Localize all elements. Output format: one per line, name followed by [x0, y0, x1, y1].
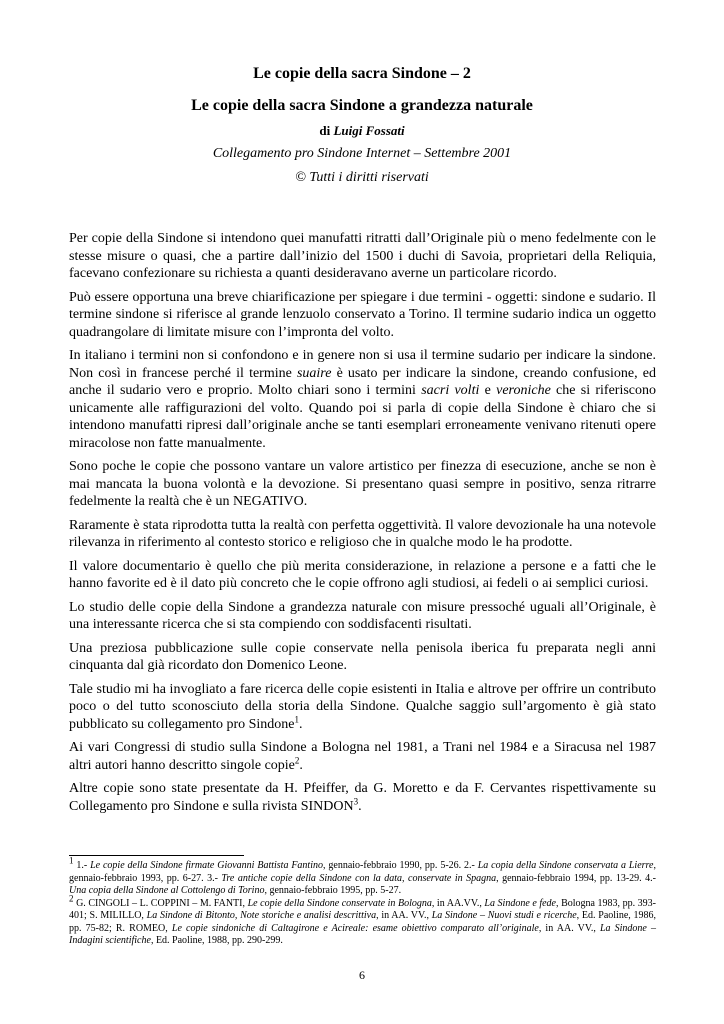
footnote-2-title-1: Le copie della Sindone conservate in Bologna — [247, 897, 432, 909]
footnote-2-title-2: La Sindone e fede — [484, 897, 556, 909]
paragraph-3 — [69, 347, 656, 452]
footnote-2-title-3: La Sindone di Bitonto, Note storiche e analisi descrittiva — [146, 910, 377, 921]
paragraph-4: Sono poche le copie che possono vantare un valore artistico per finezza di esecuzione, anche se non è mai mancata la buona volontà e la devozione. Si presentano quasi sempre in positivo, senza ritrarre fedelmente la realtà che è un NEGATIVO. — [69, 459, 656, 509]
paragraph-10-text: Ai vari Congressi di studio sulla Sindone a Bologna nel 1981, a Trani nel 1984 e a Siracusa nel 1987 altri autori hanno descritto singole copie — [69, 740, 656, 773]
paragraph-10 — [69, 739, 656, 774]
footnote-1-part-e: , gennaio-febbraio 1995, pp. 5-27. — [264, 885, 402, 896]
paragraph-9 — [69, 681, 656, 734]
paragraph-6: Il valore documentario è quello che più merita considerazione, in relazione a persone e a fatti che le hanno favorite ed è il dato più concreto che le copie offrono agli studiosi, ai fedeli o ai semplici curiosi. — [69, 558, 656, 591]
paragraph-9-end: . — [299, 716, 303, 732]
paragraph-2: Può essere opportuna una breve chiarificazione per spiegare i due termini - oggetti: sindone e sudario. Il termine sindone si riferisce al grande lenzuolo conservato a Torino. Il termine sudario indica un oggetto quadrangolare di limitate misure con l’impronta del volto. — [69, 289, 656, 340]
footnote-ref-2: 2 — [294, 754, 300, 765]
author-line — [0, 122, 724, 140]
footnote-2-title-6: La Sindone – Indagini scientifiche — [69, 922, 656, 946]
footnote-1-part-c: , gennaio-febbraio 1993, pp. 6-27. 3.- — [69, 860, 656, 884]
paragraph-11 — [69, 780, 656, 815]
term-sacri-volti: sacri volti — [421, 383, 480, 398]
footnote-1-part-a: 1.- — [73, 860, 91, 871]
footnote-1-title-4: Una copia della Sindone al Cottolengo di Torino — [69, 885, 265, 896]
footnote-2-part-f: , in AA. VV., — [538, 922, 600, 934]
paragraph-3-part-a: In italiano i termini non si confondono e in genere non si usa il termine sudario per indicare la sindone. Non così in francese perché il termine — [69, 348, 656, 381]
footnote-1-title-3: Tre antiche copie della Sindone con la data, conservate in Spagna — [221, 872, 497, 884]
footnote-divider — [69, 855, 244, 856]
paragraph-9-text: Tale studio mi ha invogliato a fare ricerca delle copie esistenti in Italia e altrove per offrire un contributo poco o del tutto sconosciuto della storia della Sindone. Qualche saggio sull’argomento è già stato pubblicato su collegamento pro Sindone — [69, 681, 656, 732]
paragraph-1: Per copie della Sindone si intendono quei manufatti ritratti dall’Originale più o meno fedelmente con le stesse misure o quasi, che a partire dall’inizio del 1500 i duchi di Savoia, proprietari della Reliquia, facevano confezionare su richiesta a quanti desideravano averne un particolare ricordo. — [69, 231, 656, 281]
footnote-ref-1: 1 — [294, 713, 300, 724]
footnote-2-title-4: La Sindone – Nuovi studi e ricerche — [431, 910, 577, 921]
footnote-2-part-d: , in AA. VV., — [376, 910, 432, 921]
term-veroniche: veroniche — [496, 383, 551, 398]
footnote-2-part-c: , Bologna 1983, pp. 393-401; S. MILILLO, — [69, 897, 657, 921]
footnote-2-mark: 2 — [69, 893, 74, 904]
document-header — [0, 64, 724, 188]
paragraph-5: Raramente è stata riprodotta tutta la realtà con perfetta oggettività. Il valore devozionale ha una notevole rilevanza in riferimento al contesto storico e religioso che in qualche modo le ha prodotte. — [69, 517, 656, 550]
paragraph-10-end: . — [299, 757, 303, 773]
footnote-2-part-g: , Ed. Paoline, 1988, pp. 290-299. — [150, 935, 283, 946]
footnote-1-title-1: Le copie della Sindone firmate Giovanni Battista Fantino — [90, 860, 323, 871]
footnotes — [69, 855, 657, 948]
paragraph-3-part-d: che si riferiscono unicamente alle raffigurazioni del volto. Quando poi si parla di copie della Sindone è chiaro che si intendono manufatti ripresi dall’originale anche se tanti esemplari erroneamente venivano ritenuti opere miracolose non fatte manualmente. — [69, 383, 656, 451]
document-subtitle: Le copie della sacra Sindone a grandezza naturale — [191, 97, 533, 114]
footnote-1-part-b: , gennaio-febbraio 1990, pp. 5-26. 2.- — [323, 860, 478, 871]
footnote-2-title-5: Le copie sindoniche di Caltagirone e Acireale: esame obiettivo comparato all’originale — [171, 922, 539, 934]
footnote-1-title-2: La copia della Sindone conservata a Lierre — [477, 860, 654, 871]
body-text — [69, 230, 656, 821]
paragraph-8: Una preziosa pubblicazione sulle copie conservate nella penisola iberica fu preparata negli anni cinquanta dal già ricordato don Domenico Leone. — [69, 640, 656, 673]
term-suaire: suaire — [296, 365, 332, 381]
footnote-2 — [69, 893, 657, 948]
paragraph-11-text: Altre copie sono state presentate da H. Pfeiffer, da G. Moretto e da F. Cervantes rispettivamente su Collegamento pro Sindone e sulla rivista SINDON — [69, 781, 656, 814]
paragraph-3-part-b: è usato per indicare la sindone, creando confusione, ed anche il sudario vero e proprio. Molto chiari sono i termini — [69, 365, 656, 398]
footnote-2-part-e: , Ed. Paoline, 1986, pp. 75-82; R. ROMEO, — [69, 910, 657, 934]
footnote-1-part-d: , gennaio-febbraio 1994, pp. 13-29. 4.- — [496, 872, 656, 884]
paragraph-7: Lo studio delle copie della Sindone a grandezza naturale con misure pressoché uguali all’Originale, è una interessante ricerca che si sta compiendo con soddisfacenti risultati. — [69, 599, 656, 632]
paragraph-11-end: . — [358, 798, 362, 814]
author-name: Luigi Fossati — [333, 123, 405, 138]
page-number: 6 — [359, 968, 365, 982]
footnote-2-part-a: G. CINGOLI – L. COPPINI – M. FANTI, — [73, 897, 248, 909]
footnote-1 — [69, 855, 656, 898]
footnote-1-mark: 1 — [69, 855, 74, 866]
footnote-2-part-b: , in AA.VV., — [431, 897, 485, 909]
author-prefix: di — [319, 123, 334, 138]
footnote-ref-3: 3 — [353, 795, 359, 806]
publication-info: Collegamento pro Sindone Internet – Settembre 2001 — [212, 146, 512, 161]
rights-notice: © Tutti i diritti riservati — [295, 170, 429, 185]
document-title: Le copie della sacra Sindone – 2 — [253, 65, 471, 82]
paragraph-3-part-c: e — [479, 383, 497, 398]
